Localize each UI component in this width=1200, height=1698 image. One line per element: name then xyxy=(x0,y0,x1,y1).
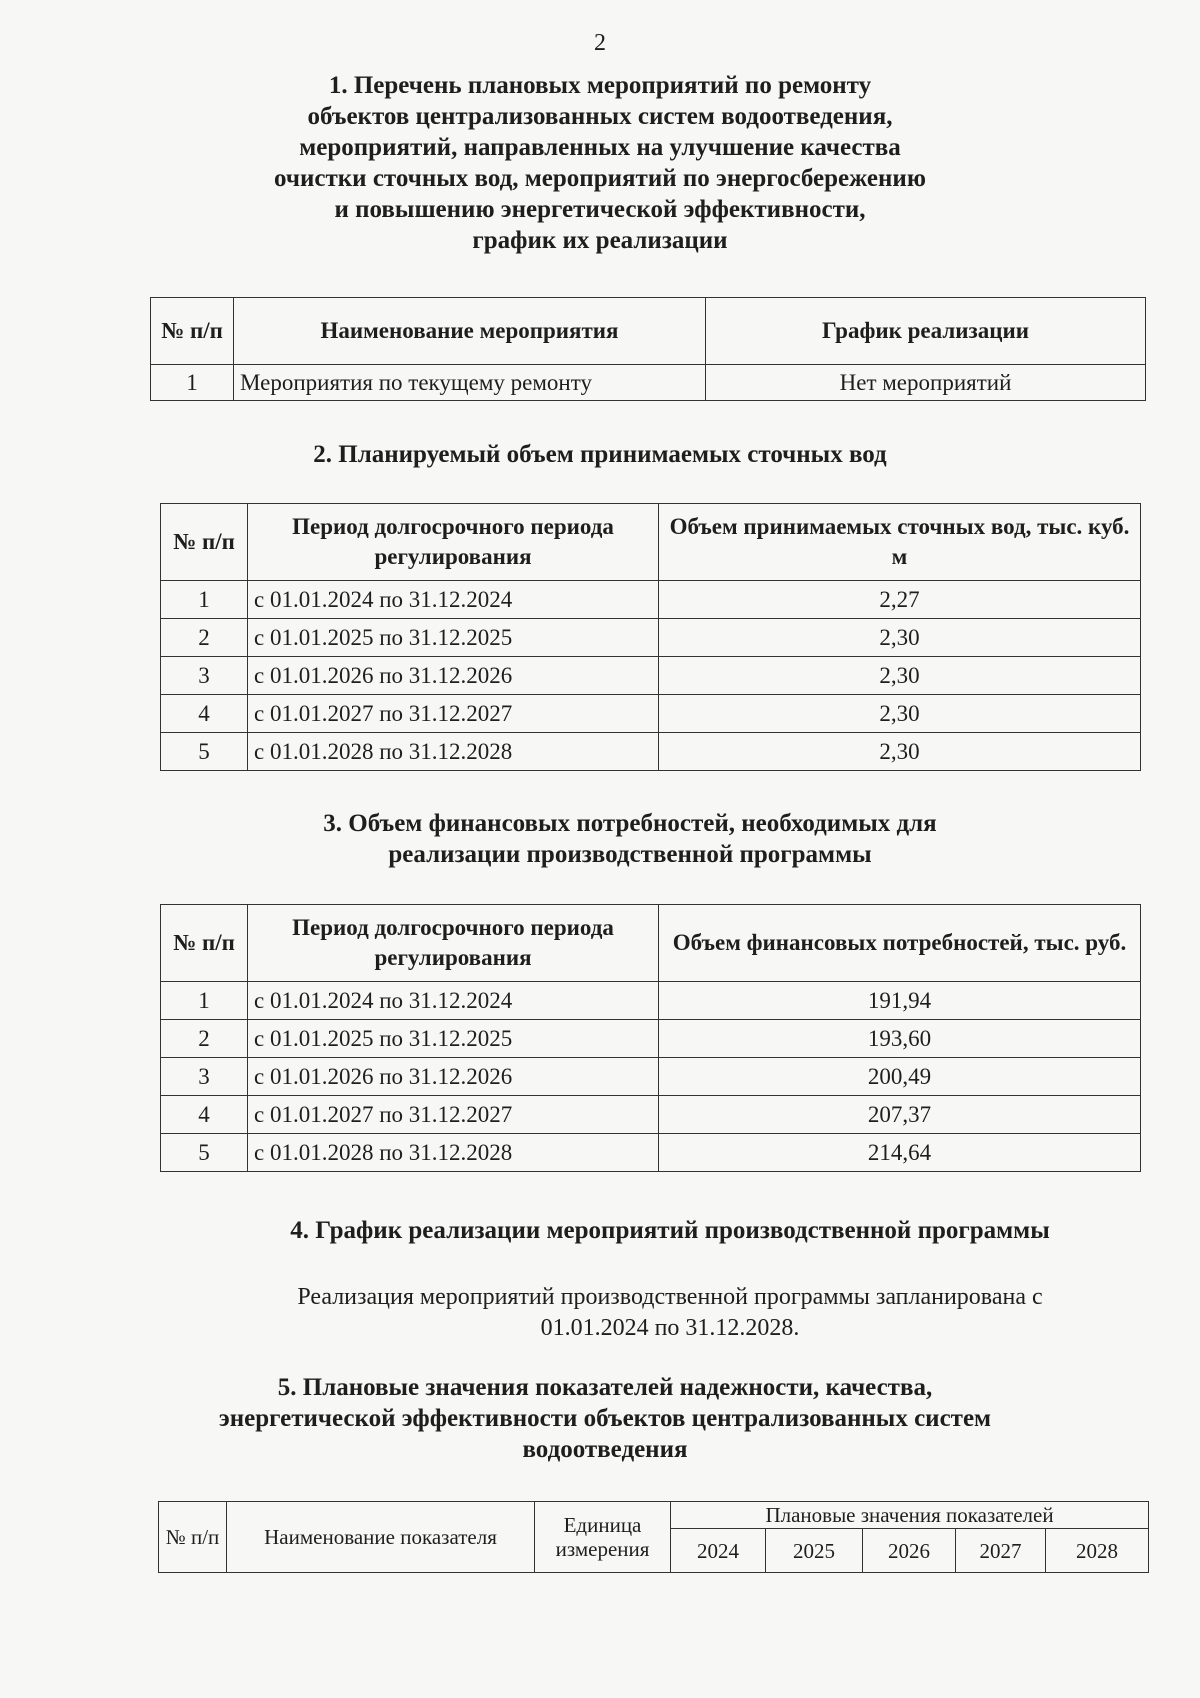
cell-volume: 2,30 xyxy=(659,657,1141,695)
header-year: 2026 xyxy=(863,1529,956,1573)
page-number: 2 xyxy=(594,30,606,56)
table-row xyxy=(161,1020,1141,1058)
section-4-text xyxy=(200,1282,1140,1344)
table-row xyxy=(161,695,1141,733)
cell-period: с 01.01.2027 по 31.12.2027 xyxy=(248,695,659,733)
cell-period: с 01.01.2024 по 31.12.2024 xyxy=(248,581,659,619)
section-5-title xyxy=(155,1372,1055,1465)
section-1-title-line: и повышению энергетической эффективности, xyxy=(334,196,866,223)
header-num: № п/п xyxy=(159,1502,227,1573)
cell-finance: 191,94 xyxy=(659,982,1141,1020)
cell-num: 1 xyxy=(161,982,248,1020)
table-row xyxy=(161,1058,1141,1096)
header-num: № п/п xyxy=(161,905,248,982)
section-3-title xyxy=(180,808,1080,870)
section-1-title-line: очистки сточных вод, мероприятий по энергосбережению xyxy=(274,165,926,192)
section-4-title xyxy=(220,1215,1120,1246)
cell-measure-name: Мероприятия по текущему ремонту xyxy=(234,365,706,401)
cell-finance: 214,64 xyxy=(659,1134,1141,1172)
header-period: Период долгосрочного периода регулирования xyxy=(248,504,659,581)
cell-volume: 2,30 xyxy=(659,619,1141,657)
cell-period: с 01.01.2024 по 31.12.2024 xyxy=(248,982,659,1020)
cell-period: с 01.01.2028 по 31.12.2028 xyxy=(248,733,659,771)
header-unit: Единица измерения xyxy=(535,1502,671,1573)
cell-period: с 01.01.2025 по 31.12.2025 xyxy=(248,619,659,657)
header-num: № п/п xyxy=(161,504,248,581)
header-year: 2024 xyxy=(671,1529,766,1573)
table-row xyxy=(151,365,1146,401)
section-5-title-line: энергетической эффективности объектов централизованных систем xyxy=(218,1405,992,1432)
section-3-title-line: реализации производственной программы xyxy=(388,841,872,868)
table-header-row xyxy=(159,1502,1149,1529)
section-3-title-line: 3. Объем финансовых потребностей, необходимых для xyxy=(323,810,937,837)
table-row xyxy=(161,581,1141,619)
header-year: 2028 xyxy=(1046,1529,1149,1573)
header-planned-values: Плановые значения показателей xyxy=(671,1502,1149,1529)
cell-num: 3 xyxy=(161,657,248,695)
header-period: Период долгосрочного периода регулирования xyxy=(248,905,659,982)
header-measure-name: Наименование мероприятия xyxy=(234,298,706,365)
header-finance: Объем финансовых потребностей, тыс. руб. xyxy=(659,905,1141,982)
cell-schedule: Нет мероприятий xyxy=(706,365,1146,401)
header-year: 2027 xyxy=(956,1529,1046,1573)
table-row xyxy=(161,982,1141,1020)
section-4-title-line: 4. График реализации мероприятий производственной программы xyxy=(290,1217,1050,1244)
table-row xyxy=(161,733,1141,771)
cell-finance: 207,37 xyxy=(659,1096,1141,1134)
table-header-row xyxy=(161,905,1141,982)
table-row xyxy=(161,619,1141,657)
table-row xyxy=(161,1096,1141,1134)
cell-num: 4 xyxy=(161,695,248,733)
cell-period: с 01.01.2025 по 31.12.2025 xyxy=(248,1020,659,1058)
header-year: 2025 xyxy=(766,1529,863,1573)
cell-num: 4 xyxy=(161,1096,248,1134)
cell-finance: 193,60 xyxy=(659,1020,1141,1058)
section-1-title xyxy=(150,70,1050,256)
section-2-title xyxy=(150,439,1050,470)
header-volume: Объем принимаемых сточных вод, тыс. куб. м xyxy=(659,504,1141,581)
section-2-table xyxy=(160,503,1141,771)
table-header-row xyxy=(161,504,1141,581)
section-1-title-line: 1. Перечень плановых мероприятий по ремонту xyxy=(328,72,872,99)
section-1-title-line: объектов централизованных систем водоотведения, xyxy=(307,103,893,130)
cell-period: с 01.01.2026 по 31.12.2026 xyxy=(248,657,659,695)
section-4-text-line: Реализация мероприятий производственной программы запланирована с xyxy=(297,1284,1043,1310)
cell-num: 5 xyxy=(161,733,248,771)
header-indicator-name: Наименование показателя xyxy=(227,1502,535,1573)
cell-period: с 01.01.2026 по 31.12.2026 xyxy=(248,1058,659,1096)
cell-volume: 2,27 xyxy=(659,581,1141,619)
section-1-title-line: мероприятий, направленных на улучшение качества xyxy=(299,134,901,161)
cell-period: с 01.01.2028 по 31.12.2028 xyxy=(248,1134,659,1172)
cell-num: 2 xyxy=(161,619,248,657)
header-num: № п/п xyxy=(151,298,234,365)
cell-num: 2 xyxy=(161,1020,248,1058)
cell-num: 3 xyxy=(161,1058,248,1096)
cell-num: 1 xyxy=(161,581,248,619)
section-4-text-line: 01.01.2024 по 31.12.2028. xyxy=(540,1315,800,1341)
header-schedule: График реализации xyxy=(706,298,1146,365)
section-2-title-line: 2. Планируемый объем принимаемых сточных вод xyxy=(313,441,887,468)
section-1-table xyxy=(150,297,1146,401)
table-header-row xyxy=(151,298,1146,365)
section-5-table xyxy=(158,1501,1149,1573)
table-row xyxy=(161,1134,1141,1172)
cell-num: 5 xyxy=(161,1134,248,1172)
cell-finance: 200,49 xyxy=(659,1058,1141,1096)
section-1-title-line: график их реализации xyxy=(472,227,728,254)
cell-volume: 2,30 xyxy=(659,695,1141,733)
section-5-title-line: 5. Плановые значения показателей надежности, качества, xyxy=(277,1374,933,1401)
table-row xyxy=(161,657,1141,695)
cell-period: с 01.01.2027 по 31.12.2027 xyxy=(248,1096,659,1134)
cell-volume: 2,30 xyxy=(659,733,1141,771)
section-3-table xyxy=(160,904,1141,1172)
section-5-title-line: водоотведения xyxy=(522,1436,688,1463)
cell-num: 1 xyxy=(151,365,234,401)
